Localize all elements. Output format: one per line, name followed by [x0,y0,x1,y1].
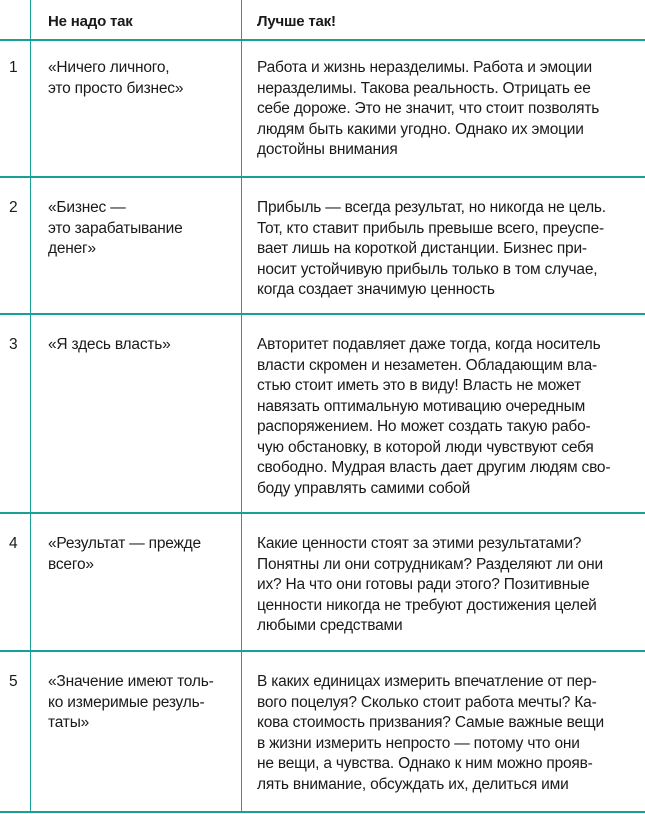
bad-practice-line: таты» [48,714,90,731]
header-good: Лучше так! [257,13,336,30]
better-practice-line: когда создает значимую ценность [257,281,495,298]
bad-practice-line: «Я здесь власть» [48,336,171,353]
column-divider [30,0,31,812]
better-practice-line: вает лишь на короткой дистанции. Бизнес при- [257,240,587,257]
header-rule [0,39,645,41]
better-practice-line: достойны внимания [257,141,398,158]
better-practice-line: любыми средствами [257,617,403,634]
better-practice-line: вого поцелуя? Сколько стоит работа мечты? Ка- [257,693,597,711]
better-practice-line: В каких единицах измерить впечатление от пер- [257,673,597,690]
better-practice-line: боду управлять самими собой [257,479,471,497]
row-number: 5 [9,673,18,690]
row-number: 2 [9,199,18,216]
better-practice-cell [257,198,642,301]
row-number: 4 [9,535,18,552]
bad-practice-cell [48,335,233,356]
better-practice-line: в жизни измерить непросто — потому что они [257,734,580,752]
better-practice-line: неразделимы. Такова реальность. Отрицать ее [257,79,591,97]
header-bad: Не надо так [48,13,133,30]
bad-practice-line: денег» [48,240,96,257]
better-practice-line: кова стоимость призвания? Самые важные вещи [257,714,604,731]
column-divider [241,0,242,812]
bad-practice-cell [48,672,233,734]
better-practice-line: навязать оптимальную мотивацию очередным [257,397,586,415]
bad-practice-line: всего» [48,555,94,573]
better-practice-line: себе дороже. Это не значит, что стоит позволять [257,100,600,117]
bad-practice-line: «Ничего личного, [48,59,170,76]
better-practice-line: не вещи, а чувства. Однако к ним можно прояв- [257,755,593,772]
bad-practice-line: ко измеримые резуль- [48,693,205,711]
better-practice-cell [257,534,642,637]
row-rule [0,313,645,315]
better-practice-line: людям быть какими угодно. Однако их эмоции [257,120,584,138]
better-practice-cell [257,335,642,499]
bad-practice-cell [48,534,233,575]
better-practice-line: лять внимание, обсуждать их, делиться ими [257,775,569,793]
better-practice-cell [257,58,642,161]
bad-practice-cell [48,58,233,99]
row-rule [0,811,645,813]
better-practice-line: носит устойчивую прибыль только в том случае, [257,260,598,278]
row-rule [0,512,645,514]
bad-practice-line: «Значение имеют толь- [48,673,214,690]
bad-practice-line: «Результат — прежде [48,535,201,552]
row-rule [0,176,645,178]
row-number: 1 [9,59,18,76]
better-practice-line: распоряжением. Но может создать такую рабо- [257,418,591,435]
better-practice-line: свободно. Мудрая власть дает другим людям сво- [257,459,611,476]
better-practice-line: Тот, кто ставит прибыль превыше всего, преуспе- [257,219,604,237]
better-practice-line: Какие ценности стоят за этими результатами? [257,535,582,552]
better-practice-line: Прибыль — всегда результат, но никогда не цель. [257,199,606,216]
bad-practice-line: это зарабатывание [48,219,183,237]
bad-practice-cell [48,198,233,260]
row-rule [0,650,645,652]
better-practice-line: власти скромен и незаметен. Обладающим вла- [257,356,597,374]
better-practice-line: стью стоит иметь это в виду! Власть не может [257,377,581,394]
better-practice-line: их? На что они готовы ради этого? Позитивные [257,576,590,593]
bad-practice-line: это просто бизнес» [48,79,184,97]
better-practice-line: чую обстановку, в которой люди чувствуют себя [257,438,594,456]
bad-practice-line: «Бизнес — [48,199,126,216]
better-practice-line: ценности никогда не требуют достижения целей [257,596,597,614]
better-practice-line: Авторитет подавляет даже тогда, когда носитель [257,336,601,353]
row-number: 3 [9,336,18,353]
better-practice-line: Работа и жизнь неразделимы. Работа и эмоции [257,59,592,76]
better-practice-cell [257,672,642,795]
better-practice-line: Понятны ли они сотрудникам? Разделяют ли они [257,555,603,573]
